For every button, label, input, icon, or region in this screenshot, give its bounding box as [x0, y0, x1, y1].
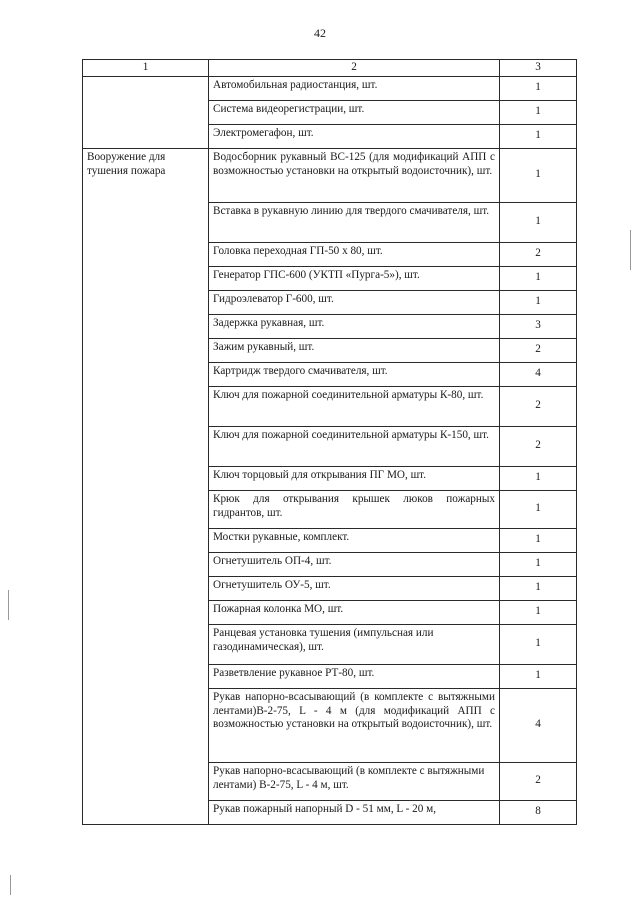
category-label-line: тушения пожара: [87, 164, 166, 177]
item-quantity-cell: 1: [500, 203, 577, 243]
item-name-cell: Рукав напорно-всасывающий (в комплекте с вытяжными лентами) В-2-75, L - 4 м, шт.: [209, 763, 500, 801]
item-name-cell: Рукав напорно-всасывающий (в комплекте с вытяжными лентами)В-2-75, L - 4 м (для модификаций АПП с возможностью установки на открытый водоисточник), шт.: [209, 689, 500, 763]
item-name-cell: Система видеорегистрации, шт.: [209, 101, 500, 125]
item-quantity-cell: 4: [500, 689, 577, 763]
item-name-cell: Водосборник рукавный ВС-125 (для модификаций АПП с возможностью установки на открытый водоисточник), шт.: [209, 149, 500, 203]
item-name-cell: Генератор ГПС-600 (УКТП «Пурга-5»), шт.: [209, 267, 500, 291]
item-quantity-cell: 2: [500, 243, 577, 267]
item-name-cell: Огнетушитель ОУ-5, шт.: [209, 577, 500, 601]
scan-margin-mark: [8, 590, 9, 620]
item-quantity-cell: 2: [500, 339, 577, 363]
item-quantity-cell: 1: [500, 101, 577, 125]
equipment-table: [82, 59, 577, 825]
item-quantity-cell: 1: [500, 267, 577, 291]
item-name-cell: Головка переходная ГП-50 х 80, шт.: [209, 243, 500, 267]
item-name-cell: Гидроэлеватор Г-600, шт.: [209, 291, 500, 315]
item-quantity-cell: 1: [500, 125, 577, 149]
category-cell-firefighting-equipment: [83, 149, 209, 825]
scan-margin-mark: [630, 230, 631, 270]
item-name-cell: Огнетушитель ОП-4, шт.: [209, 553, 500, 577]
item-quantity-cell: 1: [500, 577, 577, 601]
item-name-cell: Разветвление рукавное РТ-80, шт.: [209, 665, 500, 689]
item-quantity-cell: 1: [500, 491, 577, 529]
item-quantity-cell: 1: [500, 291, 577, 315]
table-row: [83, 77, 577, 101]
item-quantity-cell: 4: [500, 363, 577, 387]
item-name-cell: Задержка рукавная, шт.: [209, 315, 500, 339]
item-quantity-cell: 2: [500, 763, 577, 801]
table-header-row: [83, 60, 577, 77]
item-name-cell: Пожарная колонка МО, шт.: [209, 601, 500, 625]
item-quantity-cell: 1: [500, 529, 577, 553]
scan-margin-mark: [10, 875, 11, 895]
table-row: [83, 149, 577, 203]
item-name-cell: Ключ для пожарной соединительной арматуры К-150, шт.: [209, 427, 500, 467]
item-name-cell: Зажим рукавный, шт.: [209, 339, 500, 363]
item-name-cell: Ранцевая установка тушения (импульсная или газодинамическая), шт.: [209, 625, 500, 665]
item-quantity-cell: 3: [500, 315, 577, 339]
item-quantity-cell: 1: [500, 77, 577, 101]
item-name-cell: Вставка в рукавную линию для твердого смачивателя, шт.: [209, 203, 500, 243]
item-quantity-cell: 8: [500, 801, 577, 825]
item-name-cell: Ключ торцовый для открывания ПГ МО, шт.: [209, 467, 500, 491]
item-quantity-cell: 1: [500, 665, 577, 689]
item-quantity-cell: 1: [500, 149, 577, 203]
item-quantity-cell: 2: [500, 387, 577, 427]
item-name-cell: Ключ для пожарной соединительной арматуры К-80, шт.: [209, 387, 500, 427]
header-cell-3: 3: [500, 60, 577, 77]
item-name-cell: Рукав пожарный напорный D - 51 мм, L - 20 м,: [209, 801, 500, 825]
category-cell-empty: [83, 77, 209, 149]
item-quantity-cell: 1: [500, 625, 577, 665]
item-quantity-cell: 1: [500, 467, 577, 491]
category-label-line: Вооружение для: [87, 151, 166, 163]
header-cell-2: 2: [209, 60, 500, 77]
header-cell-1: 1: [83, 60, 209, 77]
item-quantity-cell: 1: [500, 601, 577, 625]
item-name-cell: Автомобильная радиостанция, шт.: [209, 77, 500, 101]
page-number: 42: [314, 26, 326, 40]
item-quantity-cell: 2: [500, 427, 577, 467]
item-name-cell: Мостки рукавные, комплект.: [209, 529, 500, 553]
item-quantity-cell: 1: [500, 553, 577, 577]
item-name-cell: Картридж твердого смачивателя, шт.: [209, 363, 500, 387]
item-name-cell: Электромегафон, шт.: [209, 125, 500, 149]
item-name-cell: Крюк для открывания крышек люков пожарных гидрантов, шт.: [209, 491, 500, 529]
